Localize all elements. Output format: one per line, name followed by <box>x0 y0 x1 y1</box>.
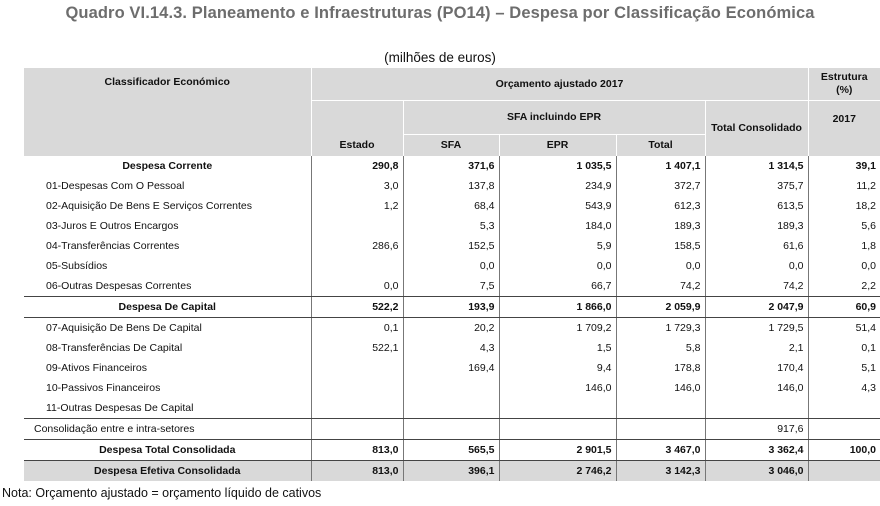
cell-sfa: 152,5 <box>403 236 499 256</box>
cell-sfa: 371,6 <box>403 156 499 176</box>
cell-consolidado: 3 046,0 <box>705 461 808 482</box>
cell-sfa: 396,1 <box>403 461 499 482</box>
cell-total: 372,7 <box>616 176 705 196</box>
cell-epr <box>499 419 616 440</box>
table-row <box>24 236 880 256</box>
cell-epr: 1 866,0 <box>499 297 616 318</box>
cell-total: 146,0 <box>616 378 705 398</box>
row-label: 06-Outras Despesas Correntes <box>24 276 311 297</box>
header-classificador: Classificador Económico <box>24 68 311 156</box>
table-row <box>24 318 880 339</box>
cell-estado: 1,2 <box>311 196 403 216</box>
row-label: Despesa Corrente <box>24 156 311 176</box>
cell-sfa <box>403 419 499 440</box>
header-total-consolidado <box>705 100 808 156</box>
cell-total <box>616 398 705 419</box>
row-label: 09-Ativos Financeiros <box>24 358 311 378</box>
cell-consolidado: 2,1 <box>705 338 808 358</box>
cell-sfa: 169,4 <box>403 358 499 378</box>
cell-estrutura: 5,1 <box>861 362 876 374</box>
cell-estado: 522,1 <box>311 338 403 358</box>
table-row <box>24 398 880 419</box>
row-label: Despesa De Capital <box>24 297 311 318</box>
cell-estrutura: 100,0 <box>808 440 880 461</box>
cell-sfa: 565,5 <box>403 440 499 461</box>
cell-sfa: 68,4 <box>403 196 499 216</box>
table-row <box>24 216 880 236</box>
cell-consolidado: 170,4 <box>705 358 808 378</box>
cell-estado <box>311 256 403 276</box>
table-row <box>24 156 880 176</box>
cell-estrutura <box>808 419 880 440</box>
cell-epr: 543,9 <box>499 196 616 216</box>
table-row <box>24 419 880 440</box>
cell-consolidado: 1 729,5 <box>705 318 808 339</box>
cell-epr <box>499 398 616 419</box>
row-label: Despesa Efetiva Consolidada <box>24 461 311 482</box>
cell-consolidado: 613,5 <box>705 196 808 216</box>
cell-sfa: 0,0 <box>403 256 499 276</box>
cell-estrutura: 0,0 <box>861 260 876 272</box>
header-estrutura <box>808 68 880 100</box>
header-year: 2017 <box>808 100 880 156</box>
cell-sfa: 20,2 <box>403 318 499 339</box>
cell-estrutura: 1,8 <box>861 240 876 252</box>
cell-estado <box>311 216 403 236</box>
table-row <box>24 297 880 318</box>
cell-estado <box>311 419 403 440</box>
row-label: 11-Outras Despesas De Capital <box>24 398 311 419</box>
cell-total: 3 142,3 <box>616 461 705 482</box>
cell-estrutura: 0,1 <box>861 342 876 354</box>
header-estado-spacer <box>311 100 403 134</box>
row-label: 03-Juros E Outros Encargos <box>24 216 311 236</box>
cell-epr: 0,0 <box>499 256 616 276</box>
table-title: Quadro VI.14.3. Planeamento e Infraestruturas (PO14) – Despesa por Classificação Económica <box>65 4 815 22</box>
header-total: Total <box>616 134 705 156</box>
cell-consolidado: 146,0 <box>705 378 808 398</box>
footnote: Nota: Orçamento ajustado = orçamento líquido de cativos <box>2 486 322 500</box>
cell-sfa <box>403 398 499 419</box>
table-row <box>24 358 880 378</box>
cell-estado: 0,0 <box>311 276 403 297</box>
cell-consolidado: 917,6 <box>705 419 808 440</box>
cell-estado <box>311 358 403 378</box>
cell-consolidado: 0,0 <box>705 256 808 276</box>
table-row <box>24 176 880 196</box>
cell-consolidado: 189,3 <box>705 216 808 236</box>
cell-total: 158,5 <box>616 236 705 256</box>
cell-estrutura: 11,2 <box>856 180 876 192</box>
cell-consolidado: 74,2 <box>705 276 808 297</box>
cell-epr: 184,0 <box>499 216 616 236</box>
row-label: 04-Transferências Correntes <box>24 236 311 256</box>
cell-consolidado: 1 314,5 <box>705 156 808 176</box>
cell-estado <box>311 378 403 398</box>
cell-estado: 522,2 <box>311 297 403 318</box>
cell-consolidado: 61,6 <box>705 236 808 256</box>
cell-sfa: 193,9 <box>403 297 499 318</box>
cell-total: 612,3 <box>616 196 705 216</box>
table-row <box>24 461 880 482</box>
cell-estado <box>311 398 403 419</box>
row-label: 05-Subsídios <box>24 256 311 276</box>
cell-estado: 286,6 <box>311 236 403 256</box>
table-row <box>24 196 880 216</box>
cell-total: 0,0 <box>616 256 705 276</box>
cell-epr: 1,5 <box>499 338 616 358</box>
cell-consolidado: 2 047,9 <box>705 297 808 318</box>
row-label: 01-Despesas Com O Pessoal <box>24 176 311 196</box>
cell-consolidado: 375,7 <box>705 176 808 196</box>
row-label: 08-Transferências De Capital <box>24 338 311 358</box>
cell-epr: 5,9 <box>499 236 616 256</box>
cell-sfa <box>403 378 499 398</box>
row-label: Despesa Total Consolidada <box>24 440 311 461</box>
cell-estrutura: 39,1 <box>855 160 876 172</box>
cell-estrutura <box>808 398 880 419</box>
cell-estado: 813,0 <box>311 461 403 482</box>
cell-sfa: 7,5 <box>403 276 499 297</box>
header-estrutura-label: Estrutura (%) <box>820 70 868 96</box>
header-orcamento: Orçamento ajustado 2017 <box>311 68 808 100</box>
cell-epr: 9,4 <box>499 358 616 378</box>
cell-estrutura: 51,4 <box>855 322 876 334</box>
cell-consolidado <box>705 398 808 419</box>
table-subtitle: (milhões de euros) <box>384 50 496 65</box>
header-sfa-incluindo <box>403 100 705 134</box>
cell-estrutura: 2,2 <box>808 276 880 297</box>
cell-estado: 290,8 <box>311 156 403 176</box>
row-label: 02-Aquisição De Bens E Serviços Correntes <box>24 196 311 216</box>
table-row <box>24 338 880 358</box>
cell-total: 178,8 <box>616 358 705 378</box>
header-total-consolidado-label: Total Consolidado <box>711 121 802 134</box>
cell-estrutura: 4,3 <box>861 382 876 394</box>
cell-epr: 1 035,5 <box>499 156 616 176</box>
cell-total: 2 059,9 <box>616 297 705 318</box>
cell-epr: 2 901,5 <box>499 440 616 461</box>
cell-total: 1 729,3 <box>616 318 705 339</box>
expense-table <box>24 68 880 481</box>
cell-total: 5,8 <box>616 338 705 358</box>
cell-estrutura: 5,6 <box>861 220 876 232</box>
cell-total <box>616 419 705 440</box>
table-row <box>24 256 880 276</box>
cell-epr: 234,9 <box>499 176 616 196</box>
cell-estado: 0,1 <box>311 318 403 339</box>
cell-epr: 146,0 <box>499 378 616 398</box>
header-estado: Estado <box>311 134 403 156</box>
cell-estrutura <box>808 461 880 482</box>
table-row <box>24 440 880 461</box>
cell-estado: 813,0 <box>311 440 403 461</box>
cell-total: 3 467,0 <box>616 440 705 461</box>
cell-epr: 1 709,2 <box>499 318 616 339</box>
row-label: 10-Passivos Financeiros <box>24 378 311 398</box>
cell-estrutura: 18,2 <box>855 200 876 212</box>
header-sfa: SFA <box>403 134 499 156</box>
table-row <box>24 378 880 398</box>
cell-total: 189,3 <box>616 216 705 236</box>
cell-sfa: 137,8 <box>403 176 499 196</box>
header-epr: EPR <box>499 134 616 156</box>
cell-estrutura: 60,9 <box>808 297 880 318</box>
cell-sfa: 5,3 <box>403 216 499 236</box>
cell-total: 1 407,1 <box>616 156 705 176</box>
table-row <box>24 276 880 297</box>
cell-total: 74,2 <box>616 276 705 297</box>
row-label: 07-Aquisição De Bens De Capital <box>24 318 311 339</box>
row-label: Consolidação entre e intra-setores <box>24 419 311 440</box>
cell-estado: 3,0 <box>311 176 403 196</box>
cell-sfa: 4,3 <box>403 338 499 358</box>
header-sfa-incluindo-label: SFA incluindo EPR <box>506 110 602 123</box>
cell-epr: 66,7 <box>499 276 616 297</box>
cell-consolidado: 3 362,4 <box>705 440 808 461</box>
cell-epr: 2 746,2 <box>499 461 616 482</box>
